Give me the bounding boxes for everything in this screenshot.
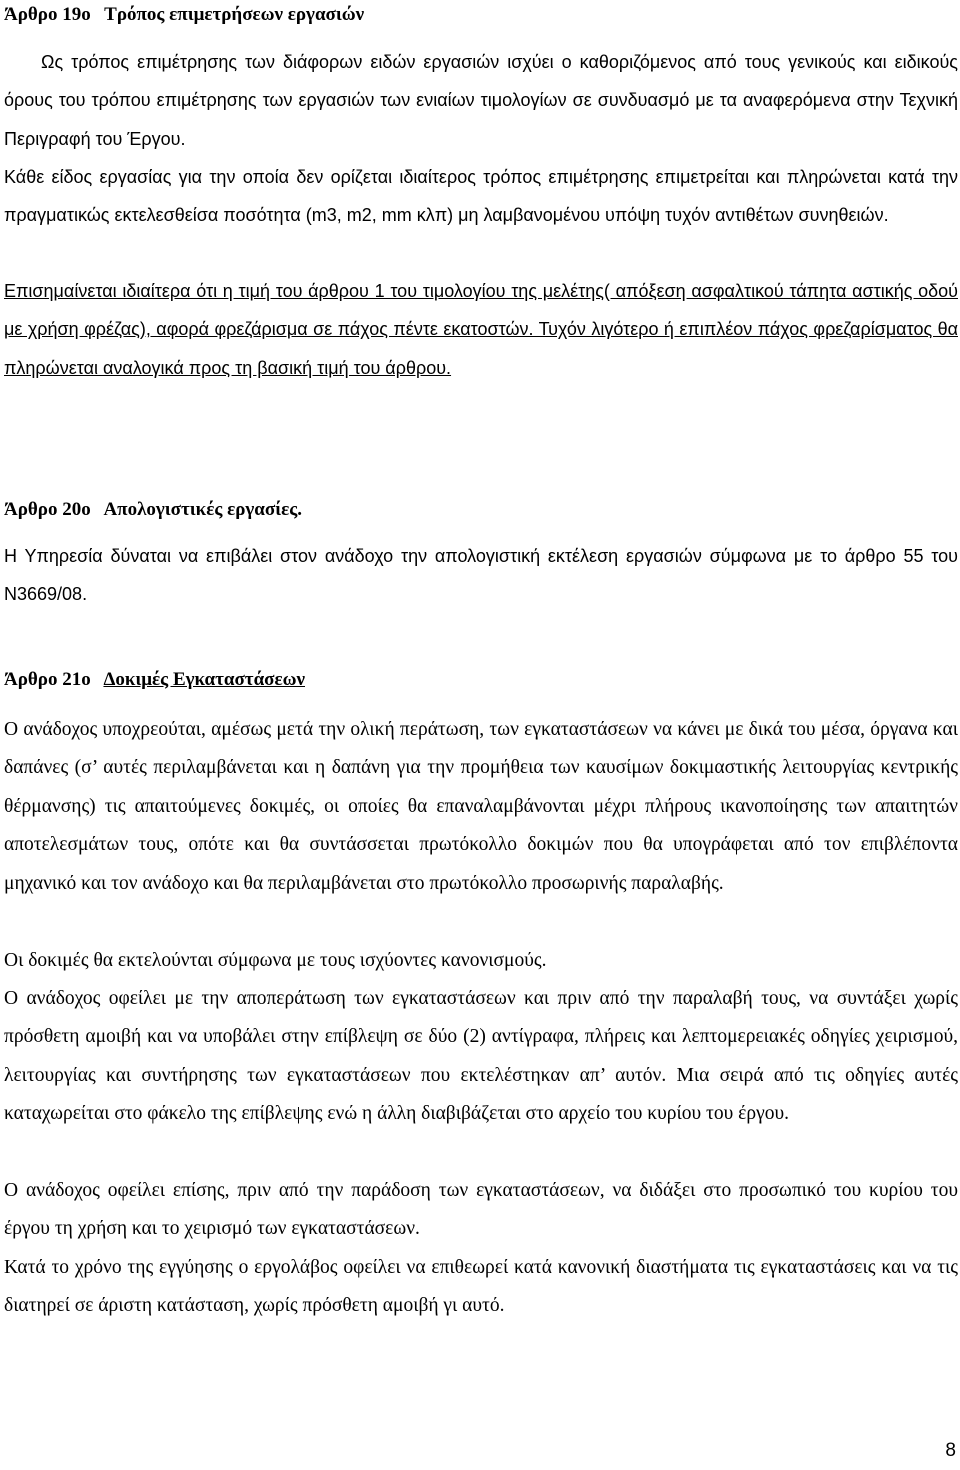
article-20-number: Άρθρο 20ο bbox=[4, 499, 91, 520]
article-19-number: Άρθρο 19ο bbox=[4, 4, 91, 25]
article-19-title: Τρόπος επιμετρήσεων εργασιών bbox=[104, 4, 365, 25]
article-20-title: Απολογιστικές εργασίες. bbox=[103, 499, 302, 520]
article-21-paragraph-2: Οι δοκιμές θα εκτελούνται σύμφωνα με τους ισχύοντες κανονισμούς. bbox=[4, 950, 547, 971]
article-20-heading bbox=[4, 498, 302, 522]
article-21-paragraph-3: Ο ανάδοχος οφείλει με την αποπεράτωση των εγκαταστάσεων και πριν από την παραλαβή τους, να συντάξει χωρίς πρόσθετη αμοιβή και να υποβάλει στην επίβλεψη σε δύο (2) αντίγραφα, πλήρεις και λεπτομερειακές οδηγίες χειρισμού, λειτουργίας και συντήρησης των εγκαταστάσεων που εκτελέστηκαν απ’ αυτόν. Μια σειρά από τις οδηγίες αυτές καταχωρείται στο φάκελο της επίβλεψης ενώ η άλλη διαβιβάζεται στο αρχείο του κυρίου του έργου. bbox=[4, 988, 958, 1125]
article-19-paragraph-1: Ως τρόπος επιμέτρησης των διάφορων ειδών εργασιών ισχύει ο καθοριζόμενος από τους γενικούς και ειδικούς όρους του τρόπου επιμέτρησης των εργασιών των ενιαίων τιμολογίων σε συνδυασμό με τα αναφερόμενα στην Τεχνική Περιγραφή του Έργου. bbox=[4, 52, 958, 149]
page-number: 8 bbox=[945, 1440, 956, 1461]
article-21-title: Δοκιμές Εγκαταστάσεων bbox=[103, 669, 305, 690]
article-21-number: Άρθρο 21ο bbox=[4, 669, 91, 690]
article-21-paragraph-4: Ο ανάδοχος οφείλει επίσης, πριν από την παράδοση των εγκαταστάσεων, να διδάξει στο προσωπικό του κυρίου του έργου τη χρήση και το χειρισμό των εγκαταστάσεων. bbox=[4, 1180, 958, 1240]
article-19-heading bbox=[4, 3, 364, 27]
article-21-heading bbox=[4, 668, 305, 692]
article-20-paragraph-1: Η Υπηρεσία δύναται να επιβάλει στον ανάδοχο την απολογιστική εκτέλεση εργασιών σύμφωνα με το άρθρο 55 του Ν3669/08. bbox=[4, 546, 958, 605]
article-19-paragraph-2: Κάθε είδος εργασίας για την οποία δεν ορίζεται ιδιαίτερος τρόπος επιμέτρησης επιμετρείται και πληρώνεται κατά την πραγματικώς εκτελεσθείσα ποσότητα (m3, m2, mm κλπ) μη λαμβανομένου υπόψη τυχόν αντιθέτων συνηθειών. bbox=[4, 167, 958, 226]
article-19-thickness-text: Τυχόν λιγότερο ή επιπλέον πάχος φρεζαρίσματος θα πληρώνεται αναλογικά προς τη βασική τιμή του άρθρου. bbox=[4, 319, 958, 378]
article-21-paragraph-1: Ο ανάδοχος υποχρεούται, αμέσως μετά την ολική περάτωση, των εγκαταστάσεων να κάνει με δικά του μέσα, όργανα και δαπάνες (σ’ αυτές περιλαμβάνεται και η δαπάνη για την προμήθεια των καυσίμων δοκιμαστικής λειτουργίας κεντρικής θέρμανσης) τις απαιτούμενες δοκιμές, οι οποίες θα επαναλαμβάνονται μέχρι πλήρους ικανοποίησης των απαιτητών αποτελεσμάτων τους, οπότε και θα συντάσσεται πρωτόκολλο δοκιμών που θα υπογράφεται από τον επιβλέποντα μηχανικό και τον ανάδοχο και θα περιλαμβάνεται στο πρωτόκολλο προσωρινής παραλαβής. bbox=[4, 719, 958, 894]
article-19-emphasis-text: Επισημαίνεται ιδιαίτερα ότι η τιμή του άρθρου 1 του τιμολογίου της μελέτης( απόξεση ασφαλτικού τάπητα αστικής οδού με χρήση φρέζας), αφορά φρεζάρισμα σε πάχος πέντε εκατοστών. bbox=[4, 281, 958, 340]
article-19-paragraph-3 bbox=[4, 272, 958, 387]
article-21-paragraph-5: Κατά το χρόνο της εγγύησης ο εργολάβος οφείλει να επιθεωρεί κατά κανονική διαστήματα τις εγκαταστάσεις και να τις διατηρεί σε άριστη κατάσταση, χωρίς πρόσθετη αμοιβή γι αυτό. bbox=[4, 1257, 958, 1317]
